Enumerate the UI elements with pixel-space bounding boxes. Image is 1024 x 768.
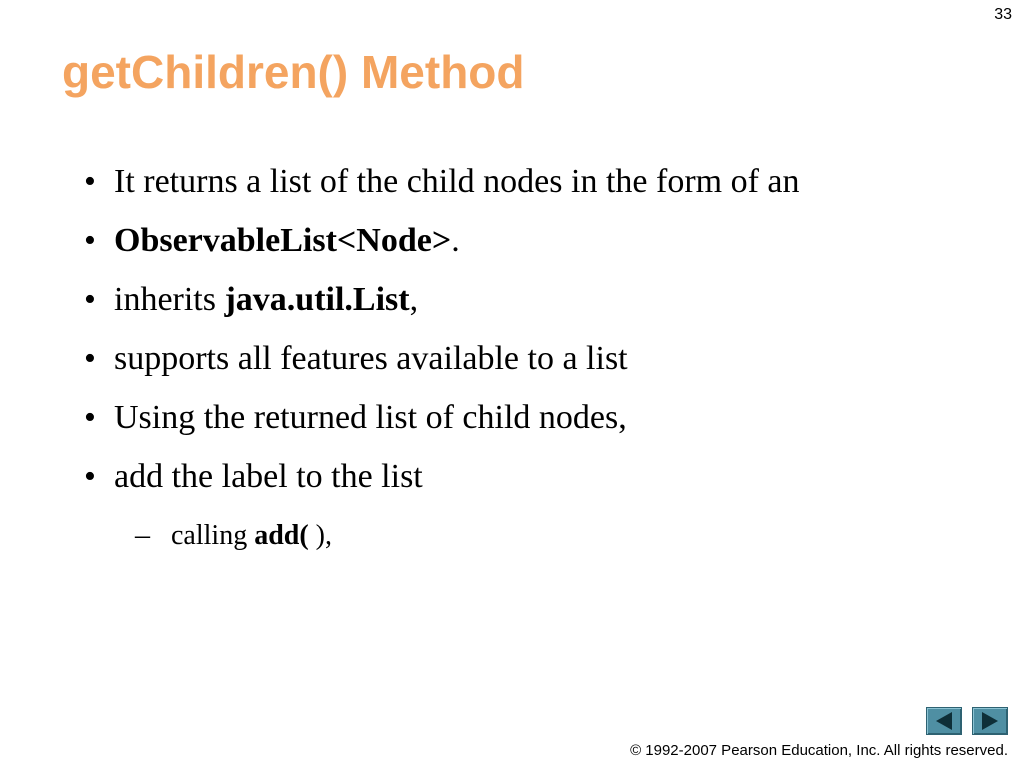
bullet-bold-text: java.util.List	[224, 281, 410, 318]
bullet-list	[84, 160, 984, 514]
bullet-item	[84, 278, 984, 322]
sub-bullet-text: calling	[171, 520, 255, 551]
sub-bullet-item	[135, 516, 332, 555]
bullet-bold-text: ObservableList<Node>	[114, 222, 452, 259]
bullet-item	[84, 219, 984, 263]
bullet-text: supports all features available to a list	[114, 340, 628, 377]
bullet-text: inherits	[114, 281, 225, 318]
sub-bullet-bold-text: add(	[254, 520, 309, 551]
bullet-text: It returns a list of the child nodes in the form of an	[114, 163, 800, 200]
bullet-text: ,	[409, 281, 419, 318]
page-number: 33	[994, 6, 1012, 23]
bullet-item	[84, 160, 984, 204]
bullet-item	[84, 455, 984, 499]
bullet-text: Using the returned list of child nodes,	[114, 399, 627, 436]
bullet-item	[84, 396, 984, 440]
copyright-footer: © 1992-2007 Pearson Education, Inc. All rights reserved.	[630, 742, 1008, 759]
slide-title: getChildren() Method	[62, 46, 525, 98]
sub-bullet-text: ),	[308, 520, 332, 551]
previous-slide-button[interactable]	[926, 707, 962, 735]
triangle-right-icon	[982, 712, 998, 730]
bullet-text: .	[451, 222, 460, 259]
bullet-text: add the label to the list	[114, 458, 423, 495]
next-slide-button[interactable]	[972, 707, 1008, 735]
bullet-item	[84, 337, 984, 381]
slide-navigation	[926, 707, 1008, 735]
triangle-left-icon	[936, 712, 952, 730]
dash-marker: –	[135, 518, 150, 551]
